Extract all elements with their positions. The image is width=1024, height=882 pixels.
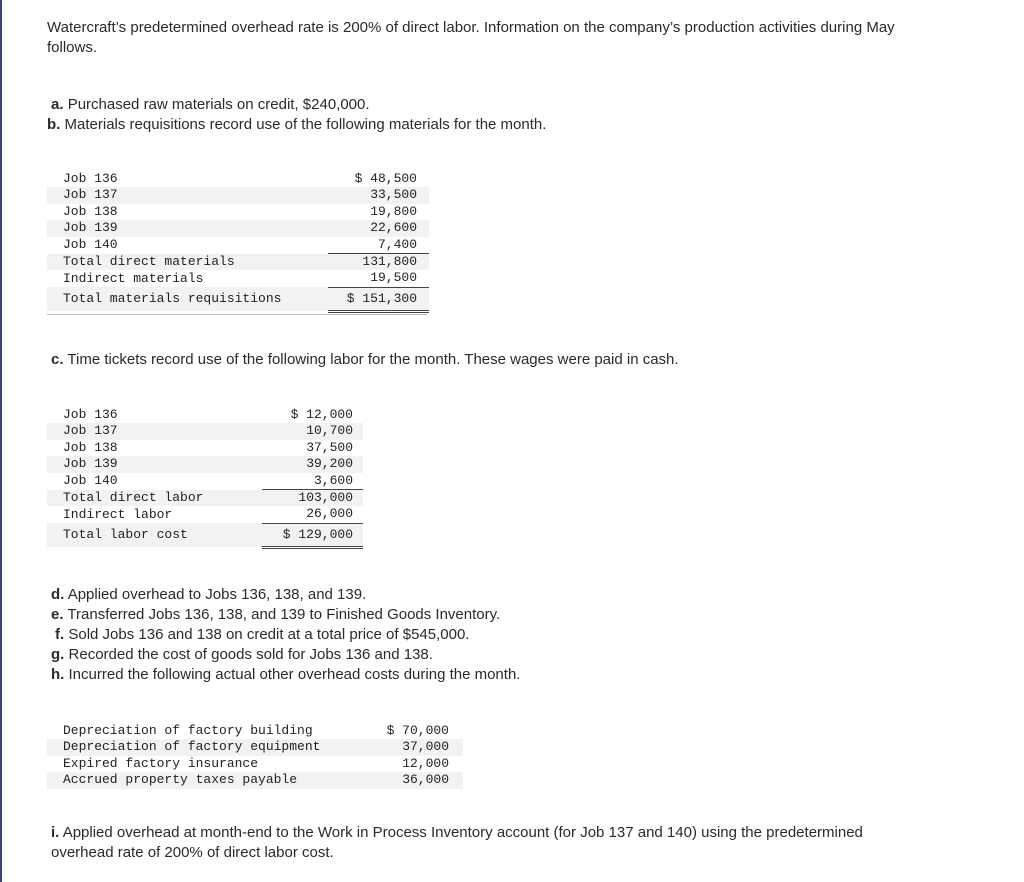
row-label: Indirect materials [63, 270, 204, 286]
item-h-text: Incurred the following actual other overhead costs during the month. [68, 666, 521, 683]
row-value: 22,600 [328, 220, 429, 236]
row-value: $ 48,500 [354, 171, 417, 186]
item-a [51, 95, 370, 115]
row-label: Accrued property taxes payable [47, 772, 367, 788]
row-label: Job 139 [47, 456, 262, 472]
row-label: Expired factory insurance [63, 755, 259, 771]
row-label: Job 137 [47, 187, 328, 203]
row-label: Job 138 [63, 439, 118, 455]
item-c [51, 350, 679, 370]
item-g-letter: g. [51, 646, 65, 663]
materials-table-rule [47, 314, 427, 315]
item-b [47, 115, 546, 135]
table-row [47, 440, 363, 456]
row-value: 7,400 [328, 237, 429, 254]
labor-table [47, 407, 363, 549]
item-e-letter: e. [51, 606, 64, 623]
row-value: 3,600 [262, 473, 363, 490]
item-b-letter: b. [47, 116, 61, 133]
item-f [55, 625, 469, 645]
item-b-text: Materials requisitions record use of the following materials for the month. [64, 116, 547, 133]
table-row [47, 473, 363, 490]
item-e-text: Transferred Jobs 136, 138, and 139 to Finished Goods Inventory. [67, 606, 501, 623]
item-e [51, 605, 500, 625]
item-d-text: Applied overhead to Jobs 136, 138, and 139. [67, 586, 367, 603]
row-value: $ 129,000 [262, 523, 363, 547]
table-row [47, 756, 463, 772]
row-label: Total direct labor [47, 490, 262, 507]
table-row [47, 506, 363, 523]
overhead-table [47, 723, 463, 789]
row-value: 37,500 [306, 439, 353, 455]
table-row [47, 220, 429, 236]
row-label: Job 140 [63, 236, 118, 252]
row-value: 103,000 [262, 490, 363, 507]
item-d-letter: d. [51, 586, 65, 603]
table-row [47, 739, 463, 755]
row-value: 12,000 [402, 755, 449, 771]
table-row [47, 723, 463, 739]
row-value: $ 70,000 [386, 723, 449, 738]
item-c-text: Time tickets record use of the following labor for the month. These wages were paid in cash. [67, 351, 679, 368]
table-row [47, 237, 429, 254]
row-value: $ 12,000 [290, 407, 353, 422]
row-value: $ 151,300 [328, 287, 429, 311]
row-label: Job 138 [63, 203, 118, 219]
row-label: Job 136 [63, 407, 118, 422]
item-h-letter: h. [51, 666, 65, 683]
item-f-letter: f. [55, 626, 65, 643]
row-value: 26,000 [262, 506, 363, 523]
item-g [51, 645, 433, 665]
table-row [47, 187, 429, 203]
row-value: 39,200 [262, 456, 363, 472]
row-value: 10,700 [262, 423, 363, 439]
item-d [51, 585, 366, 605]
table-row [47, 772, 463, 788]
row-label: Job 139 [47, 220, 328, 236]
table-row [47, 270, 429, 287]
item-a-letter: a. [51, 96, 64, 113]
row-label: Depreciation of factory equipment [47, 739, 367, 755]
table-row [47, 456, 363, 472]
row-label: Job 136 [63, 171, 118, 186]
item-i [51, 823, 921, 863]
materials-table [47, 171, 429, 313]
table-row [47, 490, 363, 507]
item-g-text: Recorded the cost of goods sold for Jobs 136 and 138. [68, 646, 433, 663]
row-value: 33,500 [328, 187, 429, 203]
item-i-letter: i. [51, 824, 60, 841]
row-value: 131,800 [328, 254, 429, 271]
item-i-text: Applied overhead at month-end to the Work in Process Inventory account (for Job 137 and 140) using the predetermined overhead rate of 200% of direct labor cost. [51, 824, 863, 861]
item-a-text: Purchased raw materials on credit, $240,000. [67, 96, 370, 113]
row-label: Total direct materials [47, 254, 328, 271]
table-row [47, 254, 429, 271]
row-value: 19,500 [328, 270, 429, 287]
table-row [47, 171, 429, 187]
item-h [51, 665, 520, 685]
table-row [47, 523, 363, 547]
row-value: 19,800 [370, 203, 417, 219]
row-label: Job 137 [47, 423, 262, 439]
item-c-letter: c. [51, 351, 64, 368]
intro-paragraph: Watercraft’s predetermined overhead rate is 200% of direct labor. Information on the company’s production activities during May follows. [47, 19, 895, 56]
row-label: Depreciation of factory building [63, 723, 313, 738]
table-row [47, 423, 363, 439]
left-border [0, 0, 2, 882]
table-row [47, 204, 429, 220]
table-row [47, 407, 363, 423]
row-value: 36,000 [367, 772, 463, 788]
row-label: Total labor cost [47, 523, 262, 547]
table-row [47, 287, 429, 311]
item-f-text: Sold Jobs 136 and 138 on credit at a total price of $545,000. [68, 626, 470, 643]
row-label: Total materials requisitions [47, 287, 328, 311]
row-label: Indirect labor [63, 506, 173, 522]
row-label: Job 140 [63, 472, 118, 488]
row-value: 37,000 [367, 739, 463, 755]
